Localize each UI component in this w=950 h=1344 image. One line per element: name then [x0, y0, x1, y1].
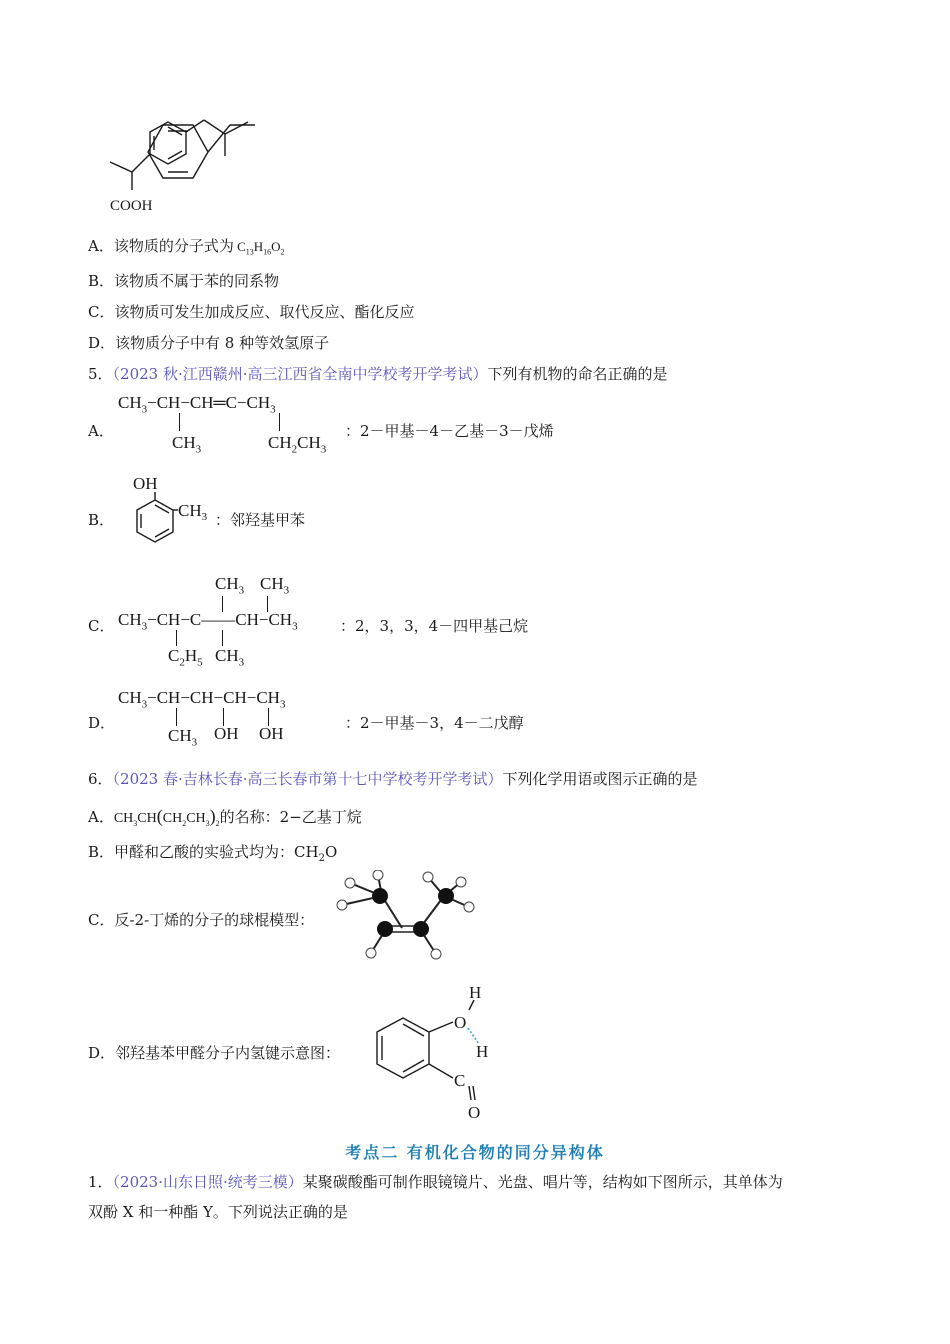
q4-option-a[interactable]: A．该物质的分子式为 $C_{13}H_{16}O_2$ — [88, 237, 285, 257]
c-label: C — [454, 1071, 466, 1090]
c-atom — [413, 921, 429, 937]
o-label: O — [468, 1103, 481, 1122]
ibuprofen-skeleton — [80, 110, 280, 220]
q4-option-d[interactable]: D．该物质分子中有 8 种等效氢原子 — [88, 334, 330, 352]
o-label: O — [454, 1013, 467, 1032]
h-atom — [345, 878, 355, 888]
c-atom — [377, 921, 393, 937]
q5-d-bot3: OH — [259, 724, 284, 743]
h-atom — [423, 872, 433, 882]
q5-a-branch2: $CH_2CH_3$ — [268, 433, 327, 456]
q5-c-top1: $CH_3$ — [215, 574, 245, 597]
cooh-label: COOH — [110, 198, 153, 214]
q6-option-d[interactable]: D．邻羟基苯甲醛分子内氢键示意图： — [88, 1044, 341, 1062]
h-atom — [337, 900, 347, 910]
q1-stem-line1: 1．（2023·山东日照·统考三模）某聚碳酸酯可制作眼镜镜片、光盘、唱片等，结构如下图所示，其单体为 — [88, 1173, 783, 1191]
q5-d-name: ：2－甲基－3，4－二戊醇 — [345, 714, 524, 732]
q6-option-b[interactable]: B．甲醛和乙酸的实验式均为：$CH_2O$ — [88, 843, 338, 864]
q6-option-a[interactable]: A．$CH_3CH(CH_2CH_3)_2$的名称：2−乙基丁烷 — [88, 806, 362, 828]
h-atom — [373, 870, 383, 880]
trans-2-butene-model — [330, 870, 475, 965]
q5-d-bot1: $CH_3$ — [168, 726, 198, 749]
oh-label: OH — [133, 474, 158, 493]
q6-stem: 6．（2023 春·吉林长春·高三长春市第十七中学校考开学考试）下列化学用语或图示正确的是 — [88, 770, 698, 788]
q6-option-c[interactable]: C．反-2-丁烯的分子的球棍模型： — [88, 911, 315, 929]
c-atom — [438, 888, 454, 904]
h-label: H — [469, 983, 482, 1002]
q5-d-bond1 — [176, 708, 177, 726]
h-atom — [456, 877, 466, 887]
h-atom — [464, 902, 474, 912]
q5-c-bond-b2 — [222, 630, 223, 646]
q5-c-bond-b1 — [176, 630, 177, 646]
q5-a-name: ：2－甲基－4－乙基－3－戊烯 — [345, 422, 554, 440]
q5-c-bot2: $CH_3$ — [215, 646, 245, 669]
q5-option-d-label[interactable]: D． — [88, 714, 116, 732]
c-atom — [372, 888, 388, 904]
q4-option-c[interactable]: C．该物质可发生加成反应、取代反应、酯化反应 — [88, 303, 415, 321]
q5-a-main-chain: $CH_3-CH-CH═C-CH_3$ — [118, 393, 276, 416]
q5-b-name: ：邻羟基甲苯 — [215, 511, 306, 529]
q5-option-a-label[interactable]: A． — [88, 422, 114, 440]
q5-a-branch1: $CH_3$ — [172, 433, 202, 456]
q5-d-bot2: OH — [214, 724, 239, 743]
q5-a-bond1 — [179, 413, 180, 431]
q5-option-b-label[interactable]: B． — [88, 511, 115, 529]
q5-c-main-chain: $CH_3-CH-C——CH-CH_3$ — [118, 610, 298, 633]
ch3-label: $CH_3$ — [178, 501, 208, 523]
q5-option-c-label[interactable]: C． — [88, 617, 115, 635]
q5-stem: 5．（2023 秋·江西赣州·高三江西省全南中学校考开学考试）下列有机物的命名正确的是 — [88, 365, 668, 383]
h-atom — [366, 948, 376, 958]
q5-c-top2: $CH_3$ — [260, 574, 290, 597]
h-atom — [431, 949, 441, 959]
o-cresol-structure — [112, 474, 232, 558]
h-label: H — [476, 1042, 489, 1061]
section-title: 考点二 有机化合物的同分异构体 — [345, 1143, 605, 1162]
q5-c-name: ：2，3，3，4－四甲基己烷 — [340, 617, 529, 635]
q5-a-bond2 — [279, 413, 280, 431]
q5-c-bot1: $C_2H_5$ — [168, 646, 203, 669]
q1-stem-line2: 双酚 X 和一种酯 Y。下列说法正确的是 — [88, 1203, 348, 1221]
salicylaldehyde-hbond-structure — [365, 978, 505, 1123]
q5-d-main-chain: $CH_3-CH-CH-CH-CH_3$ — [118, 688, 286, 711]
q4-option-b[interactable]: B．该物质不属于苯的同系物 — [88, 272, 280, 290]
